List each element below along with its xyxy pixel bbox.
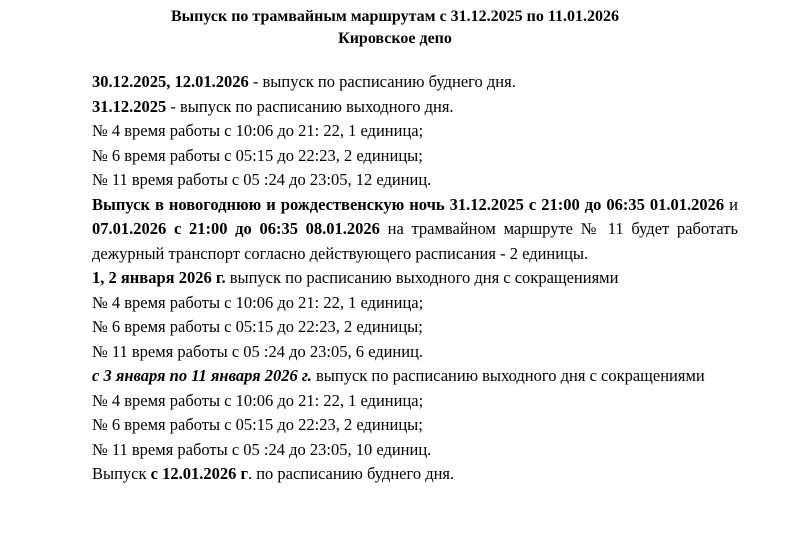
text: и <box>724 194 738 214</box>
dates: Выпуск в новогоднюю и рождественскую ночь 31.12.2025 с 21:00 до 06:35 01.01.2026 <box>92 194 725 214</box>
paragraph-jan12 <box>92 462 738 487</box>
text: . по расписанию буднего дня. <box>247 464 455 483</box>
route-line: № 11 время работы с 05 :24 до 23:05, 6 единиц. <box>92 341 424 361</box>
dates: 30.12.2025, 12.01.2026 <box>92 72 249 91</box>
document-subtitle: Кировское депо <box>338 30 452 47</box>
route-line: № 11 время работы с 05 :24 до 23:05, 12 единиц. <box>92 170 432 189</box>
route-line: № 4 время работы с 10:06 до 21: 22, 1 единица; <box>92 390 424 410</box>
dates: с 12.01.2026 г <box>150 464 248 483</box>
text: на трамвайном маршруте № 11 будет работать дежурный транспорт согласно действующего расписания - 2 единицы. <box>92 219 738 263</box>
document-body <box>92 70 738 487</box>
text: выпуск по расписанию выходного дня с сокращениями <box>225 268 619 287</box>
text: Выпуск <box>92 464 151 483</box>
route-line: № 4 время работы с 10:06 до 21: 22, 1 единица; <box>92 292 424 312</box>
paragraph-jan1-2 <box>92 266 738 291</box>
paragraph-weekday-dates <box>92 70 738 95</box>
dates: 1, 2 января 2026 г. <box>92 268 226 287</box>
route-line: № 4 время работы с 10:06 до 21: 22, 1 единица; <box>92 121 424 140</box>
dates: с 3 января по 11 января 2026 г. <box>92 366 312 385</box>
paragraph-jan3-11 <box>92 364 738 389</box>
text: - выпуск по расписанию буднего дня. <box>248 72 516 91</box>
dates: 31.12.2025 <box>92 96 167 116</box>
route-line: № 6 время работы с 05:15 до 22:23, 2 единицы; <box>92 145 423 165</box>
dates: 07.01.2026 с 21:00 до 06:35 08.01.2026 <box>92 219 380 238</box>
paragraph-dec31 <box>92 95 738 120</box>
text: выпуск по расписанию выходного дня с сокращениями <box>311 366 705 385</box>
route-line: № 6 время работы с 05:15 до 22:23, 2 единицы; <box>92 415 423 434</box>
route-line: № 6 время работы с 05:15 до 22:23, 2 единицы; <box>92 317 423 336</box>
document-title: Выпуск по трамвайным маршрутам с 31.12.2025 по 11.01.2026 <box>170 8 620 25</box>
route-line: № 11 время работы с 05 :24 до 23:05, 10 единиц. <box>92 439 432 459</box>
text: - выпуск по расписанию выходного дня. <box>166 96 454 116</box>
paragraph-night-service <box>92 193 738 267</box>
